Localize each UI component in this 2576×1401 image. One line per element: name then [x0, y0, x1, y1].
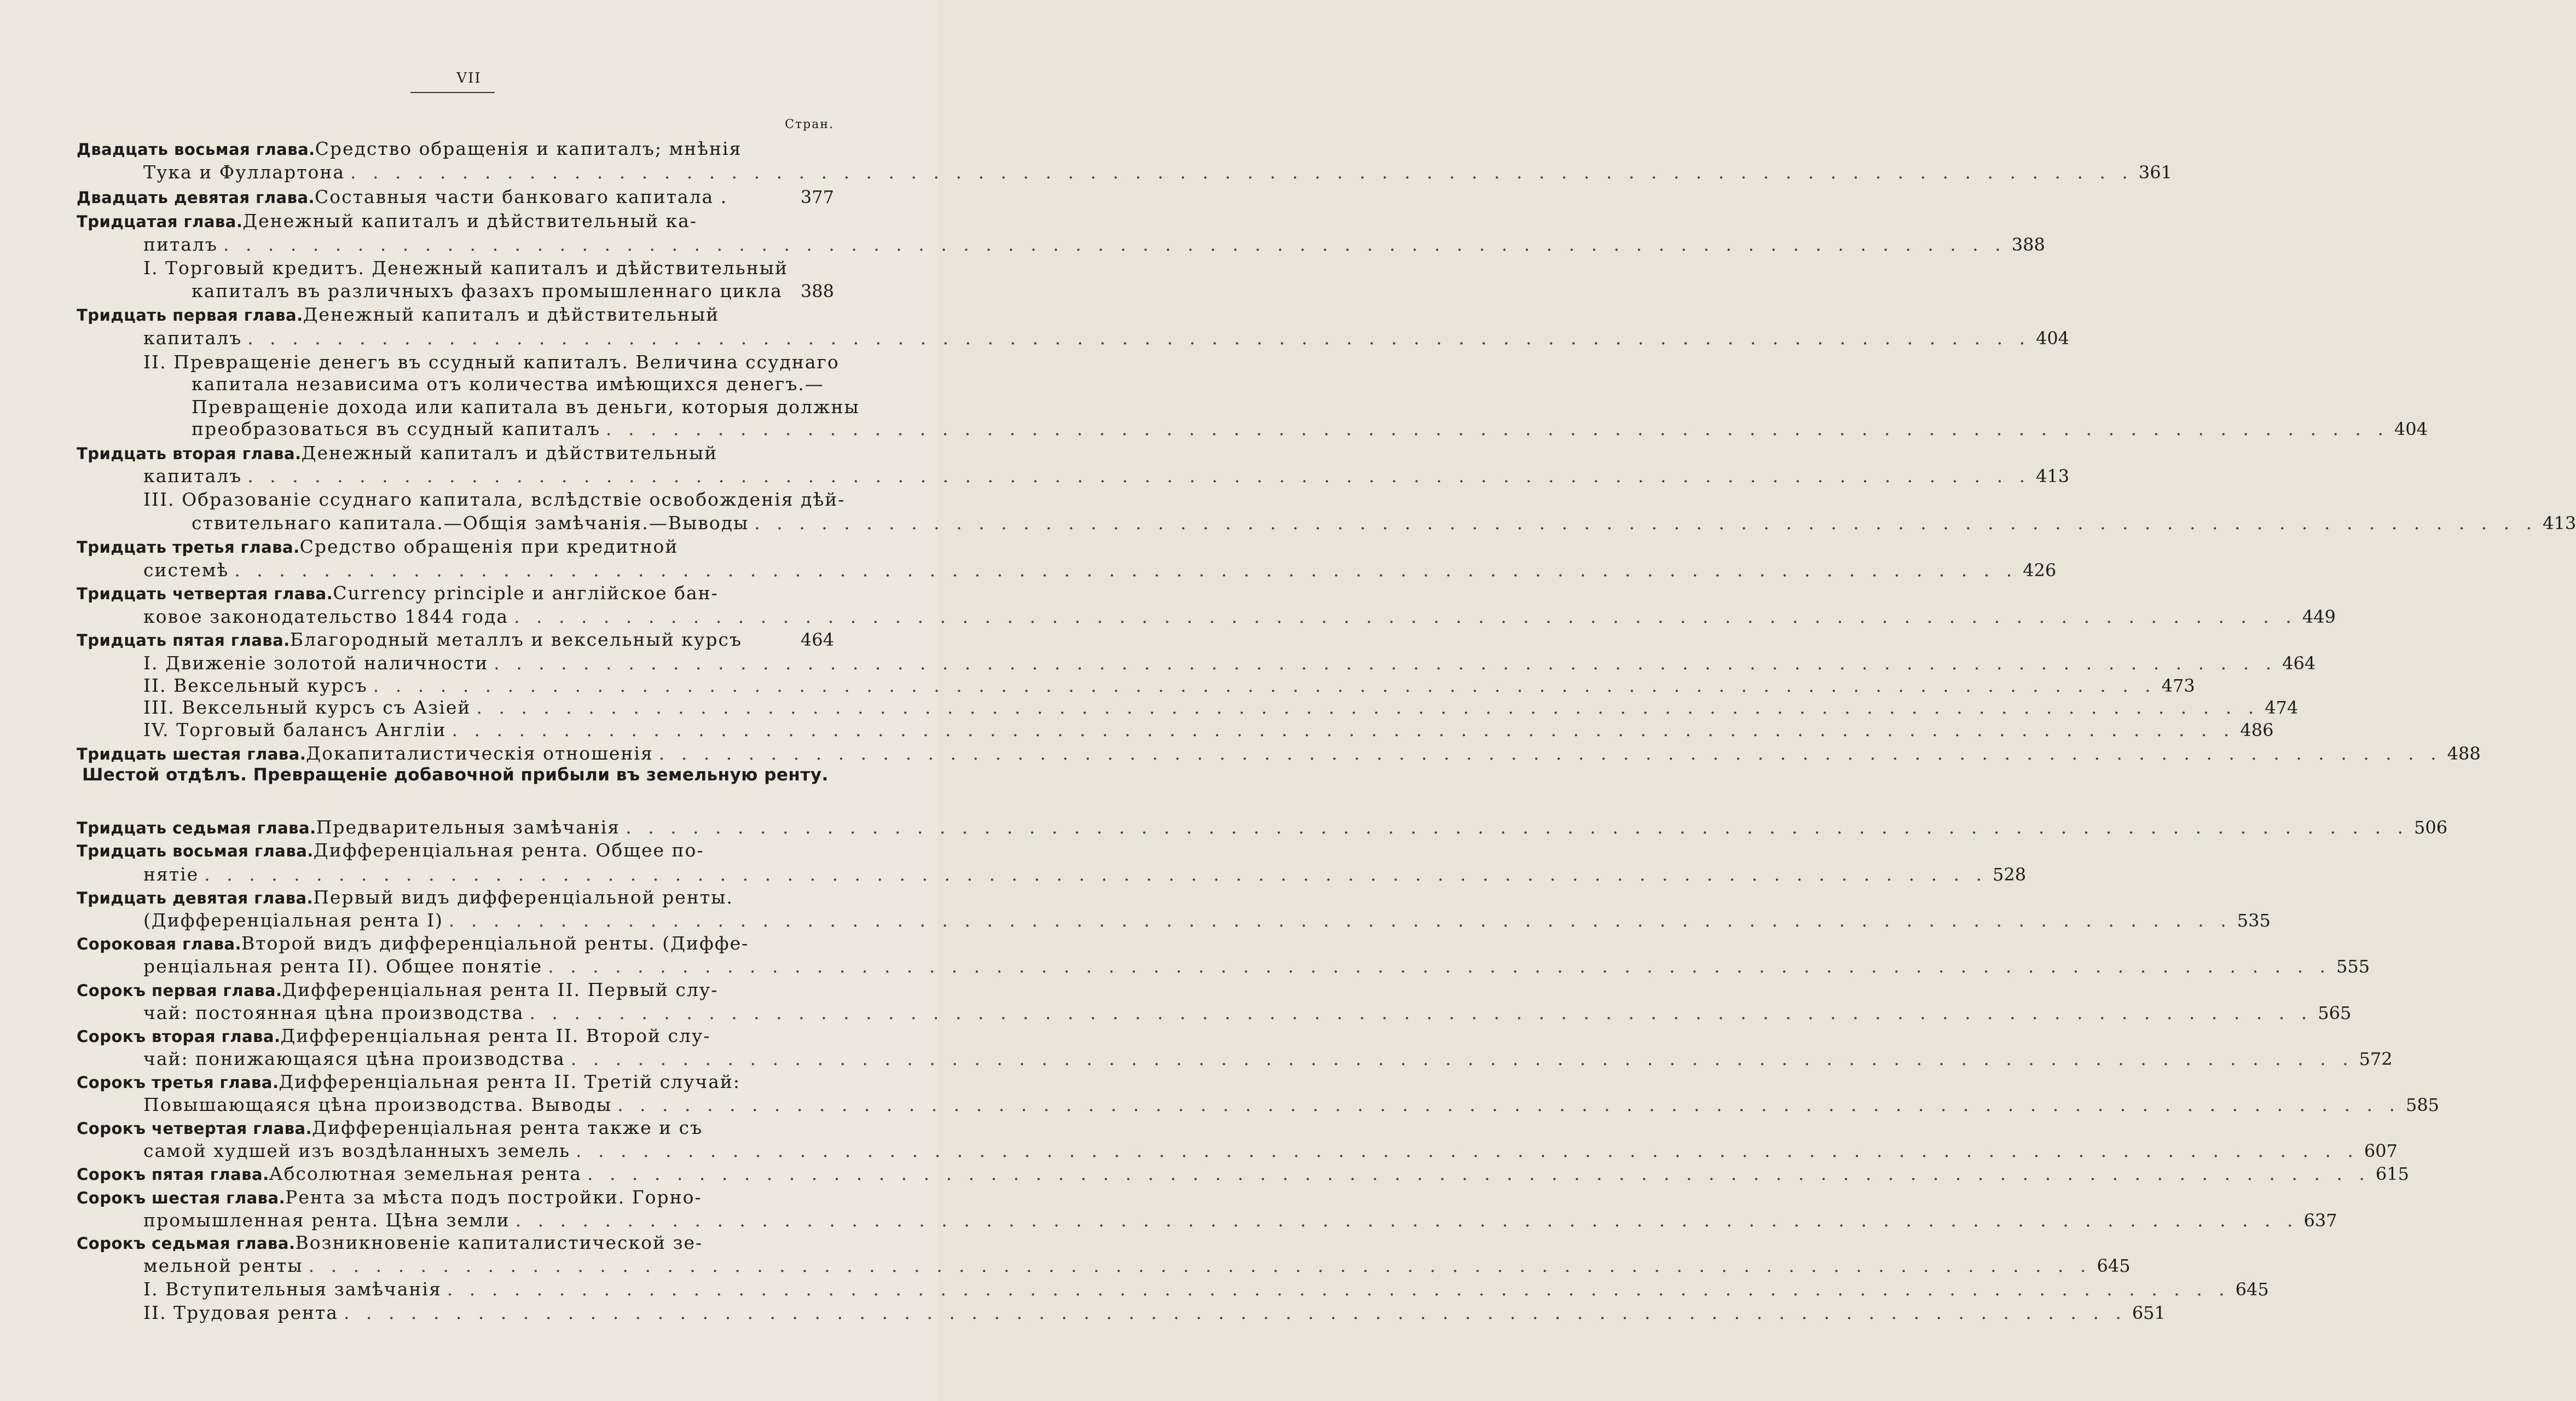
dot-leader: . . . . . . . . . . . . . . . . . . . . . . . . . . . . . . . . . . . . . . . . . . . . . . . . . . . . . . . . . . . . . . . . . . . . . . . . . . . . . . . .: [350, 161, 2133, 183]
entry-text: капитала независима отъ количества имѣющихся денегъ.—: [192, 373, 824, 395]
chapter-title: Сорокъ первая глава.: [77, 981, 282, 1000]
page-number: 615: [2375, 1163, 2409, 1184]
dot-leader: . . . . . . . . . . . . . . . . . . . . . . . . . . . . . . . . . . . . . . . . . . . . . . . . . . . . . . . . . . . . . . . . . . . . . . . . . . . . . . . .: [494, 652, 2277, 674]
toc-entry: [143, 605, 2336, 629]
dot-leader: . . . . . . . . . . . . . . . . . . . . . . . . . . . . . . . . . . . . . . . . . . . . . . . . . . . . . . . . . . . . . . . . . . . . . . . . . . . . . . . .: [308, 1255, 2092, 1276]
page-number: 377: [800, 187, 834, 207]
toc-entry: [143, 718, 2274, 742]
dot-leader: . . . . . . . . . . . . . . . . . . . . . . . . . . . . . . . . . . . . . . . . . . . . . . . . . . . . . . . . . . . . . . . . . . . . . . . . . . . . . . . .: [223, 234, 2006, 255]
page-number: 585: [2405, 1095, 2440, 1115]
toc-entry: [77, 1024, 834, 1048]
page-number: 464: [2282, 653, 2316, 674]
dot-leader: . . . . . . . . . . . . . . . . . . . . . . . . . . . . . . . . . . . . . . . . . . . . . . . . . . . . . . . . . . . . . . . . . . . . . . . . . . . . . . . .: [606, 418, 2389, 439]
entry-text: капиталъ въ различныхъ фазахъ промышленнаго цикла: [192, 280, 783, 302]
dot-leader: . . . . . . . . . . . . . . . . . . . . . . . . . . . . . . . . . . . . . . . . . . . . . . . . . . . . . . . . . . . . . . . . . . . . . . . . . . . . . . . .: [754, 512, 2538, 534]
entry-text: II. Вексельный курсъ: [143, 675, 368, 696]
entry-text: Средство обращенія при кредитной: [299, 536, 679, 557]
page-number: 645: [2097, 1255, 2131, 1276]
toc-entry: [143, 350, 840, 374]
page-number: 607: [2364, 1141, 2398, 1161]
chapter-title: Тридцать третья глава.: [77, 538, 300, 557]
dot-leader: . . . . . . . . . . . . . . . . . . . . . . . . . . . . . . . . . . . . . . . . . . . . . . . . . . . . . . . . . . . . . . . . . . . . . . . . . . . . . . . .: [617, 1094, 2400, 1115]
toc-entry: [192, 372, 834, 396]
entry-text: II. Превращеніе денегъ въ ссудный капиталъ. Величина ссуднаго: [143, 351, 840, 373]
entry-text: ковое законодательство 1844 года: [143, 606, 508, 627]
chapter-title: Двадцать восьмая глава.: [77, 140, 315, 159]
dot-leader: . . . . . . . . . . . . . . . . . . . . . . . . . . . . . . . . . . . . . . . . . . . . . . . . . . . . . . . . . . . . . . . . . . . . . . . . . . . . . . . .: [514, 606, 2297, 627]
chapter-title: Тридцать девятая глава.: [77, 889, 314, 907]
dot-leader: . . . . . . . . . . . . . . . . . . . . . . . . . . . . . . . . . . . . . . . . . . . . . . . . . . . . . . . . . . . . . . . . . . . . . . . . . . . . . . . .: [447, 1278, 2230, 1300]
entry-text: III. Вексельный курсъ съ Азіей: [143, 697, 471, 718]
chapter-title: Тридцать первая глава.: [77, 306, 303, 325]
toc-entry: [192, 395, 860, 419]
page-number: 572: [2359, 1049, 2393, 1069]
entry-text: I. Вступительныя замѣчанія: [143, 1278, 442, 1300]
chapter-title: Тридцать восьмая глава.: [77, 842, 314, 860]
page-number: 361: [2138, 162, 2172, 183]
page-number: 528: [1993, 864, 2027, 885]
entry-text: Дифференціальная рента II. Третій случай:: [279, 1071, 741, 1092]
entry-text: Средство обращенія и капиталъ; мнѣнія: [315, 138, 742, 159]
dot-leader: . . . . . . . . . . . . . . . . . . . . . . . . . . . . . . . . . . . . . . . . . . . . . . . . . . . . . . . . . . . . . . . . . . . . . . . . . . . . . . . .: [529, 1002, 2313, 1023]
page-number: 413: [2543, 513, 2576, 534]
chapter-title: Тридцать четвертая глава.: [77, 584, 333, 603]
page-number: 535: [2237, 910, 2271, 931]
toc-entry: [143, 954, 2370, 979]
page-number: 486: [2240, 720, 2274, 740]
dot-leader: . . . . . . . . . . . . . . . . . . . . . . . . . . . . . . . . . . . . . . . . . . . . . . . . . . . . . . . . . . . . . . . . . . . . . . . . . . . . . . . .: [451, 719, 2235, 740]
toc-entry: [77, 1231, 834, 1255]
entry-text: самой худшей изъ воздѣланныхъ земель: [143, 1140, 571, 1161]
page-number: 449: [2302, 606, 2336, 627]
entry-text: Составныя части банковаго капитала .: [315, 186, 728, 207]
page-number: 474: [2265, 697, 2299, 718]
dot-leader: . . . . . . . . . . . . . . . . . . . . . . . . . . . . . . . . . . . . . . . . . . . . . . . . . . . . . . . . . . . . . . . . . . . . . . . . . . . . . . . .: [204, 864, 1988, 885]
toc-entry: [143, 674, 2195, 698]
entry-text: чай: постоянная цѣна производства: [143, 1002, 524, 1023]
toc-entry: [77, 885, 834, 910]
toc-entry: [77, 209, 834, 233]
dot-leader: . . . . . . . . . . . . . . . . . . . . . . . . . . . . . . . . . . . . . . . . . . . . . . . . . . . . . . . . . . . . . . . . . . . . . . . . . . . . . . . .: [343, 1302, 2127, 1323]
page-number: 506: [2413, 817, 2448, 838]
chapter-title: Сорокъ четвертая глава.: [77, 1119, 312, 1138]
page-number: 464: [800, 629, 834, 650]
entry-text: Currency principle и англійское бан-: [333, 582, 719, 604]
toc-entry: [77, 978, 834, 1002]
toc-entry: [143, 1301, 2166, 1325]
chapter-title: Двадцать девятая глава.: [77, 188, 315, 207]
toc-entry: [192, 417, 2428, 441]
page-number: 388: [2011, 234, 2045, 255]
chapter-title: Сорокъ шестая глава.: [77, 1189, 286, 1207]
chapter-title: Сорокъ вторая глава.: [77, 1027, 281, 1046]
toc-entry: [143, 696, 2299, 720]
page-number: 488: [2447, 743, 2481, 764]
entry-text: мельной ренты: [143, 1255, 303, 1276]
entry-text: Возникновеніе капиталистической зе-: [295, 1232, 703, 1253]
toc-entry: [143, 1001, 2352, 1025]
toc-entry: [77, 1116, 834, 1140]
dot-leader: . . . . . . . . . . . . . . . . . . . . . . . . . . . . . . . . . . . . . . . . . . . . . . . . . . . . . . . . . . . . . . . . . . . . . . . . . . . . . . . .: [234, 559, 2018, 581]
toc-entry: [143, 1254, 2131, 1278]
toc-entry: [77, 628, 834, 652]
page-number: 637: [2303, 1210, 2337, 1231]
chapter-title: Тридцать пятая глава.: [77, 631, 290, 650]
toc-entry: [143, 256, 834, 280]
entry-text: Рента за мѣста подъ постройки. Горно-: [285, 1186, 702, 1208]
entry-text: промышленная рента. Цѣна земли: [143, 1209, 510, 1231]
dot-leader: . . . . . . . . . . . . . . . . . . . . . . . . . . . . . . . . . . . . . . . . . . . . . . . . . . . . . . . . . . . . . . . . . . . . . . . . . . . . . . . .: [626, 817, 2409, 838]
toc-entry: [143, 160, 2172, 184]
toc-entry: [192, 279, 834, 303]
dot-leader: . . . . . . . . . . . . . . . . . . . . . . . . . . . . . . . . . . . . . . . . . . . . . . . . . . . . . . . . . . . . . . . . . . . . . . . . . . . . . . . .: [515, 1209, 2299, 1231]
entry-text: Денежный капиталъ и дѣйствительный ка-: [242, 210, 697, 231]
entry-text: Дифференціальная рента II. Второй слу-: [280, 1025, 711, 1046]
toc-entry: [143, 326, 2070, 350]
page-number: 413: [2036, 466, 2070, 487]
toc-entry: [143, 488, 846, 512]
page-number: 645: [2235, 1279, 2269, 1300]
dot-leader: . . . . . . . . . . . . . . . . . . . . . . . . . . . . . . . . . . . . . . . . . . . . . . . . . . . . . . . . . . . . . . . . . . . . . . . . . . . . . . . .: [476, 697, 2260, 718]
entry-text: капиталъ: [143, 327, 242, 349]
toc-entry: [143, 1208, 2337, 1232]
entry-text: II. Трудовая рента: [143, 1302, 338, 1323]
dot-leader: . . . . . . . . . . . . . . . . . . . . . . . . . . . . . . . . . . . . . . . . . . . . . . . . . . . . . . . . . . . . . . . . . . . . . . . . . . . . . . . .: [247, 465, 2031, 487]
entry-text: III. Образованіе ссуднаго капитала, вслѣдствіе освобожденія дѣй-: [143, 489, 846, 510]
toc-entry: [192, 511, 2576, 535]
folio-rule: [410, 92, 495, 93]
toc-entry: [143, 1093, 2440, 1117]
toc-entry: [143, 558, 2057, 582]
toc-entry: [143, 1277, 2269, 1301]
chapter-title: Тридцать шестая глава.: [77, 745, 306, 763]
chapter-title: Сорокъ пятая глава.: [77, 1165, 269, 1184]
dot-leader: . . . . . . . . . . . . . . . . . . . . . . . . . . . . . . . . . . . . . . . . . . . . . . . . . . . . . . . . . . . . . . . . . . . . . . . . . . . . . . . .: [570, 1048, 2354, 1069]
entry-text: Дифференціальная рента также и съ: [312, 1117, 703, 1138]
page-number: 404: [2394, 419, 2428, 439]
entry-text: IV. Торговый балансъ Англіи: [143, 719, 447, 740]
entry-text: Денежный капиталъ и дѣйствительный: [303, 304, 720, 325]
entry-text: ренціальная рента II). Общее понятіе: [143, 956, 543, 977]
toc-entry: [77, 137, 834, 161]
entry-text: ствительнаго капитала.—Общія замѣчанія.—Выводы: [192, 512, 749, 534]
page-number: 426: [2023, 560, 2057, 581]
page-number: 565: [2318, 1003, 2352, 1023]
toc-entry: [77, 185, 834, 209]
toc-entry: [77, 815, 2448, 840]
entry-text: системѣ: [143, 559, 229, 581]
entry-text: чай: понижающаяся цѣна производства: [143, 1048, 565, 1069]
dot-leader: . . . . . . . . . . . . . . . . . . . . . . . . . . . . . . . . . . . . . . . . . . . . . . . . . . . . . . . . . . . . . . . . . . . . . . . . . . . . . . . .: [576, 1140, 2359, 1161]
entry-text: Первый видъ дифференціальной ренты.: [313, 887, 733, 908]
entry-text: Второй видъ дифференціальной ренты. (Диффе-: [241, 933, 749, 954]
entry-text: Докапиталистическія отношенія: [306, 743, 653, 764]
toc-entry: [77, 441, 834, 465]
entry-text: I. Движеніе золотой наличности: [143, 652, 489, 674]
entry-text: нятіе: [143, 864, 199, 885]
toc-entry: [143, 908, 2271, 933]
entry-text: Предварительныя замѣчанія: [316, 817, 621, 838]
toc-entry: [143, 862, 2027, 887]
entry-text: Превращеніе дохода или капитала въ деньги, которыя должны: [192, 396, 860, 418]
entry-text: I. Торговый кредитъ. Денежный капиталъ и дѣйствительный: [143, 257, 788, 279]
entry-text: Абсолютная земельная рента: [269, 1163, 582, 1184]
dot-leader: . . . . . . . . . . . . . . . . . . . . . . . . . . . . . . . . . . . . . . . . . . . . . . . . . . . . . . . . . . . . . . . . . . . . . . . . . . . . . . . .: [247, 327, 2031, 349]
toc-entry: [77, 1162, 2409, 1186]
page-number: 404: [2036, 328, 2070, 349]
page-column-label: Стран.: [785, 118, 834, 131]
entry-text: Денежный капиталъ и дѣйствительный: [301, 442, 718, 464]
chapter-title: Сорокъ седьмая глава.: [77, 1234, 296, 1253]
chapter-title: Тридцать седьмая глава.: [77, 819, 316, 837]
toc-entry: [77, 1070, 834, 1094]
toc-entry: [77, 535, 834, 559]
toc-entry: [143, 233, 2045, 257]
page-folio: VII: [456, 70, 482, 86]
toc-entry: [77, 1185, 834, 1209]
toc-entry: [77, 303, 834, 327]
chapter-title: Сороковая глава.: [77, 935, 242, 953]
page-number: 388: [800, 281, 834, 302]
entry-text: Повышающаяся цѣна производства. Выводы: [143, 1094, 612, 1115]
entry-text: (Дифференціальная рента I): [143, 910, 443, 931]
entry-text: Благородный металлъ и вексельный курсъ: [290, 629, 742, 650]
dot-leader: . . . . . . . . . . . . . . . . . . . . . . . . . . . . . . . . . . . . . . . . . . . . . . . . . . . . . . . . . . . . . . . . . . . . . . . . . . . . . . . .: [658, 743, 2442, 764]
chapter-title: Сорокъ третья глава.: [77, 1073, 279, 1092]
toc-entry: [77, 838, 834, 862]
chapter-title: Тридцатая глава.: [77, 212, 243, 231]
page-number: 651: [2132, 1302, 2166, 1323]
entry-text: преобразоваться въ ссудный капиталъ: [192, 418, 600, 439]
section-heading: Шестой отдѣлъ. Превращеніе добавочной прибыли въ земельную ренту.: [82, 765, 829, 785]
entry-text: Тука и Фуллартона: [143, 161, 345, 183]
entry-text: питалъ: [143, 234, 218, 255]
entry-text: Дифференціальная рента. Общее по-: [313, 840, 704, 861]
chapter-title: Тридцать вторая глава.: [77, 444, 302, 463]
entry-text: Дифференціальная рента II. Первый слу-: [282, 979, 719, 1000]
toc-entry: [143, 1139, 2398, 1163]
dot-leader: . . . . . . . . . . . . . . . . . . . . . . . . . . . . . . . . . . . . . . . . . . . . . . . . . . . . . . . . . . . . . . . . . . . . . . . . . . . . . . . .: [587, 1163, 2370, 1184]
toc-entry: [77, 742, 2481, 766]
toc-entry: [77, 581, 834, 605]
dot-leader: . . . . . . . . . . . . . . . . . . . . . . . . . . . . . . . . . . . . . . . . . . . . . . . . . . . . . . . . . . . . . . . . . . . . . . . . . . . . . . . .: [448, 910, 2232, 931]
toc-entry: [143, 1047, 2393, 1071]
dot-leader: . . . . . . . . . . . . . . . . . . . . . . . . . . . . . . . . . . . . . . . . . . . . . . . . . . . . . . . . . . . . . . . . . . . . . . . . . . . . . . . .: [373, 675, 2156, 696]
toc-entry: [77, 931, 834, 956]
dot-leader: . . . . . . . . . . . . . . . . . . . . . . . . . . . . . . . . . . . . . . . . . . . . . . . . . . . . . . . . . . . . . . . . . . . . . . . . . . . . . . . .: [548, 956, 2331, 977]
page-number: 555: [2336, 956, 2370, 977]
entry-text: капиталъ: [143, 465, 242, 487]
toc-entry: [143, 464, 2070, 488]
toc-entry: [143, 651, 2316, 675]
page-number: 473: [2161, 675, 2195, 696]
